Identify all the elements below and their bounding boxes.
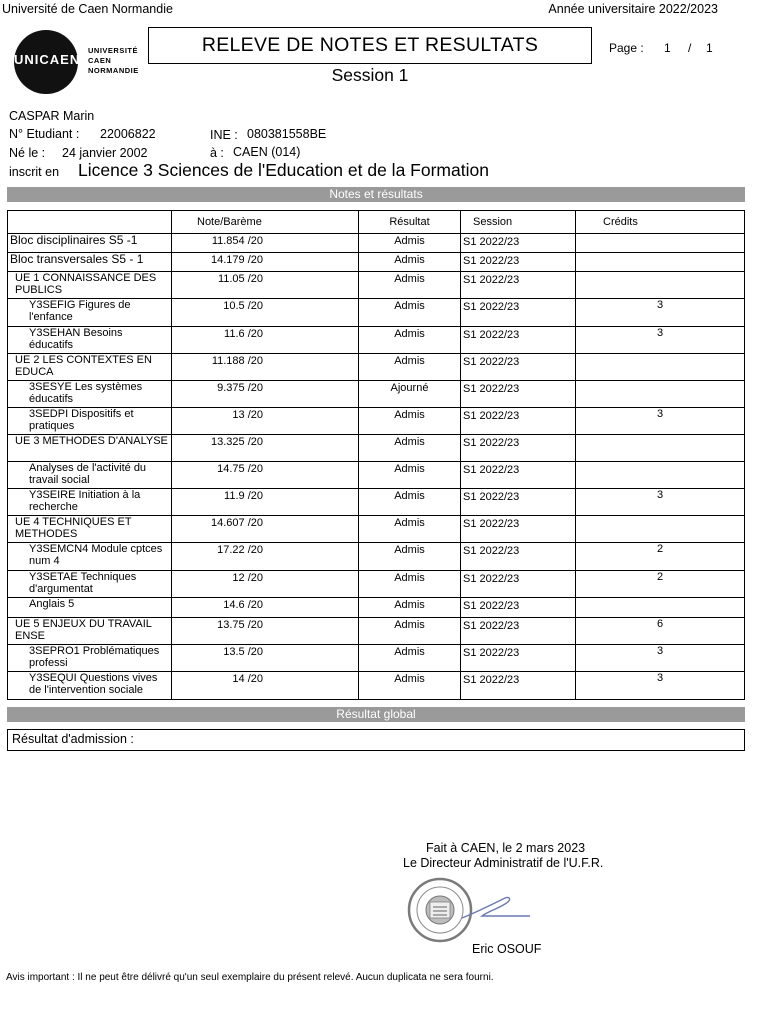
- row-result: Admis: [359, 462, 461, 489]
- row-result: Admis: [359, 354, 461, 381]
- row-label: 3SEPRO1 Problématiques professi: [8, 645, 172, 672]
- col-credits-header: Crédits: [576, 211, 745, 234]
- row-session: S1 2022/23: [461, 381, 576, 408]
- row-credits: [576, 435, 745, 462]
- student-name: CASPAR Marin: [9, 109, 95, 123]
- ine-label: INE :: [210, 128, 238, 142]
- row-credits: 2: [576, 571, 745, 598]
- row-label: Y3SEQUI Questions vives de l'intervention sociale: [8, 672, 172, 700]
- row-label: UE 1 CONNAISSANCE DES PUBLICS: [8, 272, 172, 299]
- row-label: Y3SETAE Techniques d'argumentat: [8, 571, 172, 598]
- row-session: S1 2022/23: [461, 299, 576, 327]
- page-total: 1: [706, 41, 713, 55]
- row-session: S1 2022/23: [461, 645, 576, 672]
- course-row: [8, 299, 745, 327]
- row-credits: [576, 272, 745, 299]
- row-credits: [576, 234, 745, 253]
- row-result: Admis: [359, 598, 461, 618]
- row-note: 11.188 /20: [172, 354, 359, 381]
- row-result: Admis: [359, 327, 461, 354]
- row-result: Admis: [359, 672, 461, 700]
- bloc-row: [8, 253, 745, 272]
- signer-name: Eric OSOUF: [472, 942, 542, 956]
- logo-mark: UNICAEN: [14, 30, 78, 94]
- ue-row: [8, 272, 745, 299]
- ue-row: [8, 618, 745, 645]
- row-note: 14.607 /20: [172, 516, 359, 543]
- row-session: S1 2022/23: [461, 489, 576, 516]
- ine-value: 080381558BE: [247, 127, 327, 141]
- logo-wordmark: UNIVERSITÉ CAEN NORMANDIE: [88, 46, 139, 75]
- row-session: S1 2022/23: [461, 462, 576, 489]
- course-row: [8, 672, 745, 700]
- page-current: 1: [664, 41, 671, 55]
- row-label: Y3SEHAN Besoins éducatifs: [8, 327, 172, 354]
- academic-year: Année universitaire 2022/2023: [548, 2, 718, 16]
- course-row: [8, 598, 745, 618]
- row-label: 3SEDPI Dispositifs et pratiques: [8, 408, 172, 435]
- row-session: S1 2022/23: [461, 327, 576, 354]
- row-session: S1 2022/23: [461, 408, 576, 435]
- course-row: [8, 571, 745, 598]
- row-credits: [576, 516, 745, 543]
- ue-row: [8, 435, 745, 462]
- row-note: 10.5 /20: [172, 299, 359, 327]
- row-result: Admis: [359, 571, 461, 598]
- row-session: S1 2022/23: [461, 598, 576, 618]
- row-session: S1 2022/23: [461, 618, 576, 645]
- ue-row: [8, 354, 745, 381]
- row-credits: 3: [576, 672, 745, 700]
- bloc-row: [8, 234, 745, 253]
- row-note: 17.22 /20: [172, 543, 359, 571]
- document-title: RELEVE DE NOTES ET RESULTATS: [148, 27, 592, 64]
- row-result: Admis: [359, 253, 461, 272]
- birthplace: CAEN (014): [233, 145, 301, 159]
- program-name: Licence 3 Sciences de l'Education et de la Formation: [78, 160, 489, 180]
- course-row: [8, 381, 745, 408]
- row-credits: 3: [576, 408, 745, 435]
- row-note: 13.325 /20: [172, 435, 359, 462]
- birth-date: 24 janvier 2002: [62, 146, 148, 160]
- page-separator: /: [688, 41, 692, 55]
- row-note: 14.75 /20: [172, 462, 359, 489]
- course-row: [8, 645, 745, 672]
- row-credits: [576, 598, 745, 618]
- row-result: Admis: [359, 543, 461, 571]
- row-label: Y3SEMCN4 Module cptces num 4: [8, 543, 172, 571]
- university-name: Université de Caen Normandie: [2, 2, 173, 16]
- row-result: Admis: [359, 299, 461, 327]
- place-and-date: Fait à CAEN, le 2 mars 2023: [426, 841, 586, 855]
- row-session: S1 2022/23: [461, 571, 576, 598]
- row-result: Admis: [359, 489, 461, 516]
- row-credits: 3: [576, 645, 745, 672]
- row-credits: [576, 354, 745, 381]
- col-note-header: Note/Barème: [172, 211, 359, 234]
- row-result: Admis: [359, 408, 461, 435]
- row-label: 3SESYE Les systèmes éducatifs: [8, 381, 172, 408]
- row-label: UE 4 TECHNIQUES ET METHODES: [8, 516, 172, 543]
- row-result: Admis: [359, 516, 461, 543]
- course-row: [8, 462, 745, 489]
- birthplace-label: à :: [210, 146, 224, 160]
- row-session: S1 2022/23: [461, 253, 576, 272]
- director-title: Le Directeur Administratif de l'U.F.R.: [403, 856, 604, 870]
- row-note: 11.6 /20: [172, 327, 359, 354]
- ue-row: [8, 516, 745, 543]
- row-note: 11.05 /20: [172, 272, 359, 299]
- notes-section-header: Notes et résultats: [7, 187, 745, 202]
- row-result: Admis: [359, 618, 461, 645]
- row-label: Anglais 5: [8, 598, 172, 618]
- row-session: S1 2022/23: [461, 272, 576, 299]
- student-number-label: N° Etudiant :: [9, 127, 80, 141]
- row-label: Bloc disciplinaires S5 -1: [8, 234, 172, 253]
- row-session: S1 2022/23: [461, 354, 576, 381]
- row-credits: 3: [576, 489, 745, 516]
- page-label: Page :: [609, 41, 644, 55]
- col-label-header: [8, 211, 172, 234]
- row-session: S1 2022/23: [461, 234, 576, 253]
- row-label: UE 2 LES CONTEXTES EN EDUCA: [8, 354, 172, 381]
- grades-table: [7, 210, 745, 700]
- global-section-header: Résultat global: [7, 707, 745, 722]
- row-credits: 2: [576, 543, 745, 571]
- row-label: UE 3 METHODES D'ANALYSE: [8, 435, 172, 462]
- row-note: 11.854 /20: [172, 234, 359, 253]
- row-credits: 3: [576, 327, 745, 354]
- row-note: 13.5 /20: [172, 645, 359, 672]
- col-session-header: Session: [461, 211, 576, 234]
- important-notice: Avis important : Il ne peut être délivré qu'un seul exemplaire du présent relevé. Aucun duplicata ne sera fourni.: [6, 972, 494, 983]
- row-credits: [576, 253, 745, 272]
- row-note: 9.375 /20: [172, 381, 359, 408]
- col-result-header: Résultat: [359, 211, 461, 234]
- course-row: [8, 408, 745, 435]
- row-session: S1 2022/23: [461, 672, 576, 700]
- enrolled-label: inscrit en: [9, 165, 60, 179]
- row-credits: 6: [576, 618, 745, 645]
- row-label: Y3SEIRE Initiation à la recherche: [8, 489, 172, 516]
- row-result: Admis: [359, 435, 461, 462]
- row-result: Ajourné: [359, 381, 461, 408]
- row-note: 12 /20: [172, 571, 359, 598]
- row-note: 14.179 /20: [172, 253, 359, 272]
- course-row: [8, 489, 745, 516]
- row-note: 14.6 /20: [172, 598, 359, 618]
- student-number: 22006822: [100, 127, 156, 141]
- row-result: Admis: [359, 234, 461, 253]
- row-note: 11.9 /20: [172, 489, 359, 516]
- course-row: [8, 543, 745, 571]
- university-logo: [14, 30, 144, 94]
- row-credits: 3: [576, 299, 745, 327]
- course-row: [8, 327, 745, 354]
- row-session: S1 2022/23: [461, 543, 576, 571]
- admission-result: Résultat d'admission :: [7, 729, 745, 751]
- row-result: Admis: [359, 272, 461, 299]
- row-label: UE 5 ENJEUX DU TRAVAIL ENSE: [8, 618, 172, 645]
- row-note: 13 /20: [172, 408, 359, 435]
- row-session: S1 2022/23: [461, 516, 576, 543]
- row-label: Bloc transversales S5 - 1: [8, 253, 172, 272]
- row-label: Y3SEFIG Figures de l'enfance: [8, 299, 172, 327]
- row-note: 13.75 /20: [172, 618, 359, 645]
- row-credits: [576, 462, 745, 489]
- official-stamp-signature: [402, 872, 552, 947]
- birth-date-label: Né le :: [9, 146, 46, 160]
- row-session: S1 2022/23: [461, 435, 576, 462]
- session-label: Session 1: [331, 65, 409, 85]
- row-note: 14 /20: [172, 672, 359, 700]
- row-result: Admis: [359, 645, 461, 672]
- row-credits: [576, 381, 745, 408]
- table-header-row: [8, 211, 745, 234]
- row-label: Analyses de l'activité du travail social: [8, 462, 172, 489]
